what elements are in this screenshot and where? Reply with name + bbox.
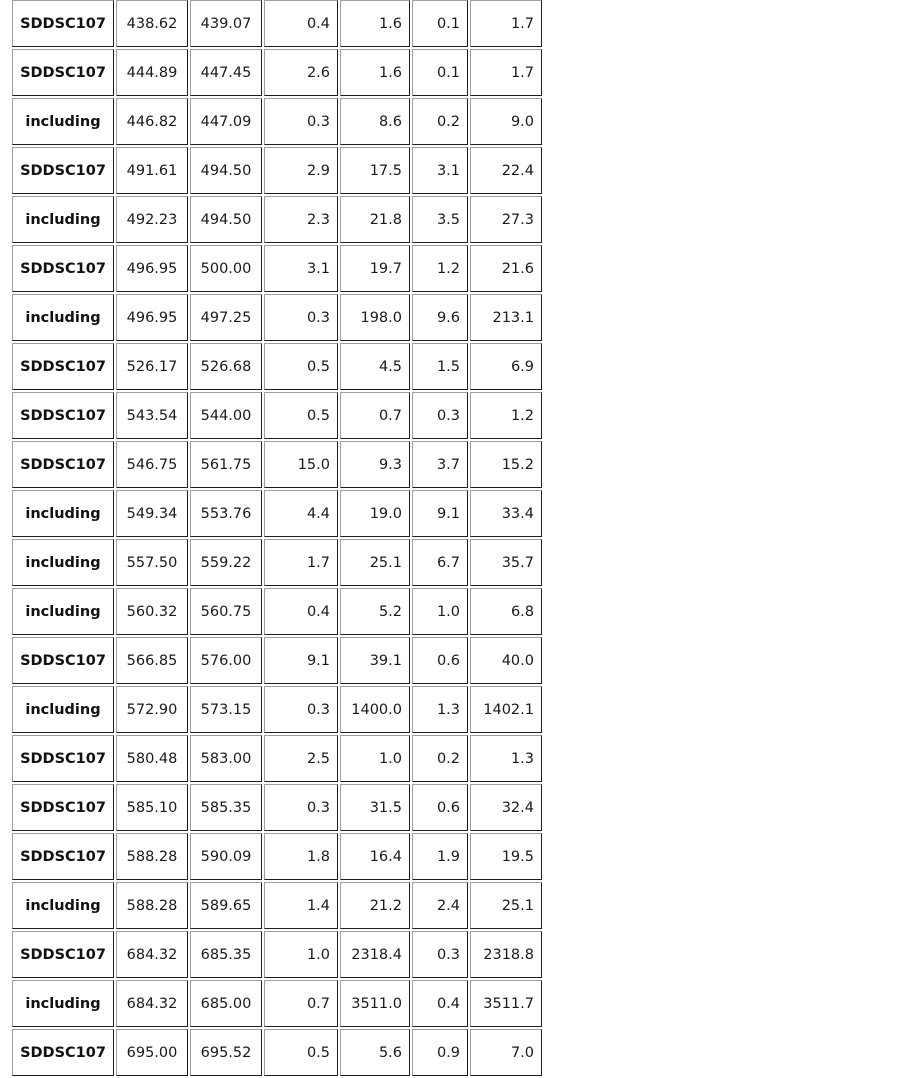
gold-equivalent-cell: 1.7: [470, 49, 542, 96]
to-cell: 561.75: [190, 441, 262, 488]
gold-equivalent-cell: 40.0: [470, 637, 542, 684]
from-cell: 557.50: [116, 539, 188, 586]
to-cell: 573.15: [190, 686, 262, 733]
width-cell: 2.9: [264, 147, 338, 194]
gold-equivalent-cell: 33.4: [470, 490, 542, 537]
gold-equivalent-cell: 213.1: [470, 294, 542, 341]
table-row: [12, 833, 542, 880]
gold-cell: 17.5: [340, 147, 410, 194]
hole-id-cell: including: [12, 882, 114, 929]
antimony-cell: 9.6: [412, 294, 468, 341]
gold-cell: 2318.4: [340, 931, 410, 978]
gold-cell: 8.6: [340, 98, 410, 145]
gold-equivalent-cell: 1.3: [470, 735, 542, 782]
gold-cell: 198.0: [340, 294, 410, 341]
gold-equivalent-cell: 6.9: [470, 343, 542, 390]
antimony-cell: 1.0: [412, 588, 468, 635]
table-row: [12, 392, 542, 439]
to-cell: 590.09: [190, 833, 262, 880]
antimony-cell: 6.7: [412, 539, 468, 586]
hole-id-cell: SDDSC107: [12, 245, 114, 292]
width-cell: 9.1: [264, 637, 338, 684]
hole-id-cell: SDDSC107: [12, 637, 114, 684]
gold-equivalent-cell: 2318.8: [470, 931, 542, 978]
antimony-cell: 9.1: [412, 490, 468, 537]
table-row: [12, 0, 542, 47]
width-cell: 0.5: [264, 343, 338, 390]
table-row: [12, 882, 542, 929]
to-cell: 583.00: [190, 735, 262, 782]
gold-equivalent-cell: 19.5: [470, 833, 542, 880]
width-cell: 0.5: [264, 392, 338, 439]
hole-id-cell: SDDSC107: [12, 392, 114, 439]
table-row: [12, 784, 542, 831]
hole-id-cell: including: [12, 490, 114, 537]
antimony-cell: 1.9: [412, 833, 468, 880]
from-cell: 585.10: [116, 784, 188, 831]
gold-equivalent-cell: 25.1: [470, 882, 542, 929]
hole-id-cell: SDDSC107: [12, 0, 114, 47]
antimony-cell: 0.4: [412, 980, 468, 1027]
from-cell: 543.54: [116, 392, 188, 439]
gold-cell: 16.4: [340, 833, 410, 880]
table-row: [12, 343, 542, 390]
table-row: [12, 735, 542, 782]
antimony-cell: 0.3: [412, 931, 468, 978]
antimony-cell: 3.5: [412, 196, 468, 243]
from-cell: 588.28: [116, 833, 188, 880]
to-cell: 559.22: [190, 539, 262, 586]
width-cell: 0.3: [264, 686, 338, 733]
gold-cell: 5.2: [340, 588, 410, 635]
width-cell: 2.3: [264, 196, 338, 243]
antimony-cell: 1.5: [412, 343, 468, 390]
gold-cell: 39.1: [340, 637, 410, 684]
gold-cell: 1.0: [340, 735, 410, 782]
width-cell: 0.4: [264, 0, 338, 47]
hole-id-cell: including: [12, 539, 114, 586]
from-cell: 572.90: [116, 686, 188, 733]
hole-id-cell: SDDSC107: [12, 833, 114, 880]
hole-id-cell: including: [12, 686, 114, 733]
to-cell: 589.65: [190, 882, 262, 929]
from-cell: 444.89: [116, 49, 188, 96]
table-row: [12, 294, 542, 341]
table-row: [12, 931, 542, 978]
gold-cell: 21.8: [340, 196, 410, 243]
to-cell: 695.52: [190, 1029, 262, 1076]
antimony-cell: 0.9: [412, 1029, 468, 1076]
to-cell: 494.50: [190, 147, 262, 194]
gold-cell: 19.7: [340, 245, 410, 292]
from-cell: 549.34: [116, 490, 188, 537]
from-cell: 546.75: [116, 441, 188, 488]
hole-id-cell: SDDSC107: [12, 343, 114, 390]
gold-cell: 19.0: [340, 490, 410, 537]
gold-equivalent-cell: 3511.7: [470, 980, 542, 1027]
to-cell: 494.50: [190, 196, 262, 243]
to-cell: 500.00: [190, 245, 262, 292]
gold-cell: 4.5: [340, 343, 410, 390]
table-row: [12, 49, 542, 96]
from-cell: 492.23: [116, 196, 188, 243]
to-cell: 439.07: [190, 0, 262, 47]
gold-equivalent-cell: 1402.1: [470, 686, 542, 733]
to-cell: 685.00: [190, 980, 262, 1027]
gold-equivalent-cell: 1.7: [470, 0, 542, 47]
to-cell: 560.75: [190, 588, 262, 635]
antimony-cell: 0.1: [412, 0, 468, 47]
width-cell: 1.4: [264, 882, 338, 929]
table-row: [12, 686, 542, 733]
antimony-cell: 0.1: [412, 49, 468, 96]
width-cell: 15.0: [264, 441, 338, 488]
hole-id-cell: SDDSC107: [12, 784, 114, 831]
to-cell: 526.68: [190, 343, 262, 390]
from-cell: 496.95: [116, 245, 188, 292]
gold-equivalent-cell: 35.7: [470, 539, 542, 586]
width-cell: 1.8: [264, 833, 338, 880]
gold-equivalent-cell: 1.2: [470, 392, 542, 439]
to-cell: 685.35: [190, 931, 262, 978]
hole-id-cell: SDDSC107: [12, 735, 114, 782]
from-cell: 588.28: [116, 882, 188, 929]
to-cell: 576.00: [190, 637, 262, 684]
gold-equivalent-cell: 22.4: [470, 147, 542, 194]
gold-equivalent-cell: 7.0: [470, 1029, 542, 1076]
gold-equivalent-cell: 32.4: [470, 784, 542, 831]
antimony-cell: 3.1: [412, 147, 468, 194]
hole-id-cell: SDDSC107: [12, 1029, 114, 1076]
hole-id-cell: SDDSC107: [12, 441, 114, 488]
table-row: [12, 490, 542, 537]
table-row: [12, 588, 542, 635]
width-cell: 0.5: [264, 1029, 338, 1076]
to-cell: 585.35: [190, 784, 262, 831]
from-cell: 695.00: [116, 1029, 188, 1076]
hole-id-cell: including: [12, 98, 114, 145]
gold-cell: 21.2: [340, 882, 410, 929]
width-cell: 1.7: [264, 539, 338, 586]
gold-cell: 25.1: [340, 539, 410, 586]
antimony-cell: 0.2: [412, 735, 468, 782]
width-cell: 3.1: [264, 245, 338, 292]
from-cell: 580.48: [116, 735, 188, 782]
antimony-cell: 3.7: [412, 441, 468, 488]
from-cell: 566.85: [116, 637, 188, 684]
table-row: [12, 539, 542, 586]
hole-id-cell: including: [12, 294, 114, 341]
to-cell: 544.00: [190, 392, 262, 439]
from-cell: 491.61: [116, 147, 188, 194]
drill-results-body: [12, 0, 542, 1076]
gold-equivalent-cell: 27.3: [470, 196, 542, 243]
table-row: [12, 980, 542, 1027]
table-row: [12, 98, 542, 145]
width-cell: 0.7: [264, 980, 338, 1027]
antimony-cell: 0.6: [412, 637, 468, 684]
gold-cell: 9.3: [340, 441, 410, 488]
width-cell: 1.0: [264, 931, 338, 978]
from-cell: 684.32: [116, 931, 188, 978]
width-cell: 2.5: [264, 735, 338, 782]
table-row: [12, 637, 542, 684]
to-cell: 447.09: [190, 98, 262, 145]
to-cell: 497.25: [190, 294, 262, 341]
hole-id-cell: including: [12, 196, 114, 243]
width-cell: 0.3: [264, 784, 338, 831]
width-cell: 0.3: [264, 98, 338, 145]
drill-results-table: [10, 0, 544, 1078]
gold-cell: 1.6: [340, 0, 410, 47]
table-row: [12, 441, 542, 488]
table-row: [12, 147, 542, 194]
gold-equivalent-cell: 6.8: [470, 588, 542, 635]
gold-equivalent-cell: 21.6: [470, 245, 542, 292]
gold-equivalent-cell: 9.0: [470, 98, 542, 145]
antimony-cell: 0.6: [412, 784, 468, 831]
gold-cell: 1.6: [340, 49, 410, 96]
width-cell: 2.6: [264, 49, 338, 96]
from-cell: 446.82: [116, 98, 188, 145]
width-cell: 0.3: [264, 294, 338, 341]
gold-cell: 5.6: [340, 1029, 410, 1076]
hole-id-cell: including: [12, 588, 114, 635]
hole-id-cell: SDDSC107: [12, 147, 114, 194]
gold-cell: 0.7: [340, 392, 410, 439]
hole-id-cell: SDDSC107: [12, 49, 114, 96]
gold-cell: 3511.0: [340, 980, 410, 1027]
from-cell: 684.32: [116, 980, 188, 1027]
gold-cell: 31.5: [340, 784, 410, 831]
from-cell: 560.32: [116, 588, 188, 635]
table-row: [12, 245, 542, 292]
from-cell: 496.95: [116, 294, 188, 341]
antimony-cell: 0.2: [412, 98, 468, 145]
gold-equivalent-cell: 15.2: [470, 441, 542, 488]
antimony-cell: 1.2: [412, 245, 468, 292]
from-cell: 438.62: [116, 0, 188, 47]
width-cell: 4.4: [264, 490, 338, 537]
to-cell: 447.45: [190, 49, 262, 96]
table-row: [12, 196, 542, 243]
hole-id-cell: SDDSC107: [12, 931, 114, 978]
gold-cell: 1400.0: [340, 686, 410, 733]
hole-id-cell: including: [12, 980, 114, 1027]
from-cell: 526.17: [116, 343, 188, 390]
width-cell: 0.4: [264, 588, 338, 635]
antimony-cell: 1.3: [412, 686, 468, 733]
to-cell: 553.76: [190, 490, 262, 537]
antimony-cell: 0.3: [412, 392, 468, 439]
antimony-cell: 2.4: [412, 882, 468, 929]
